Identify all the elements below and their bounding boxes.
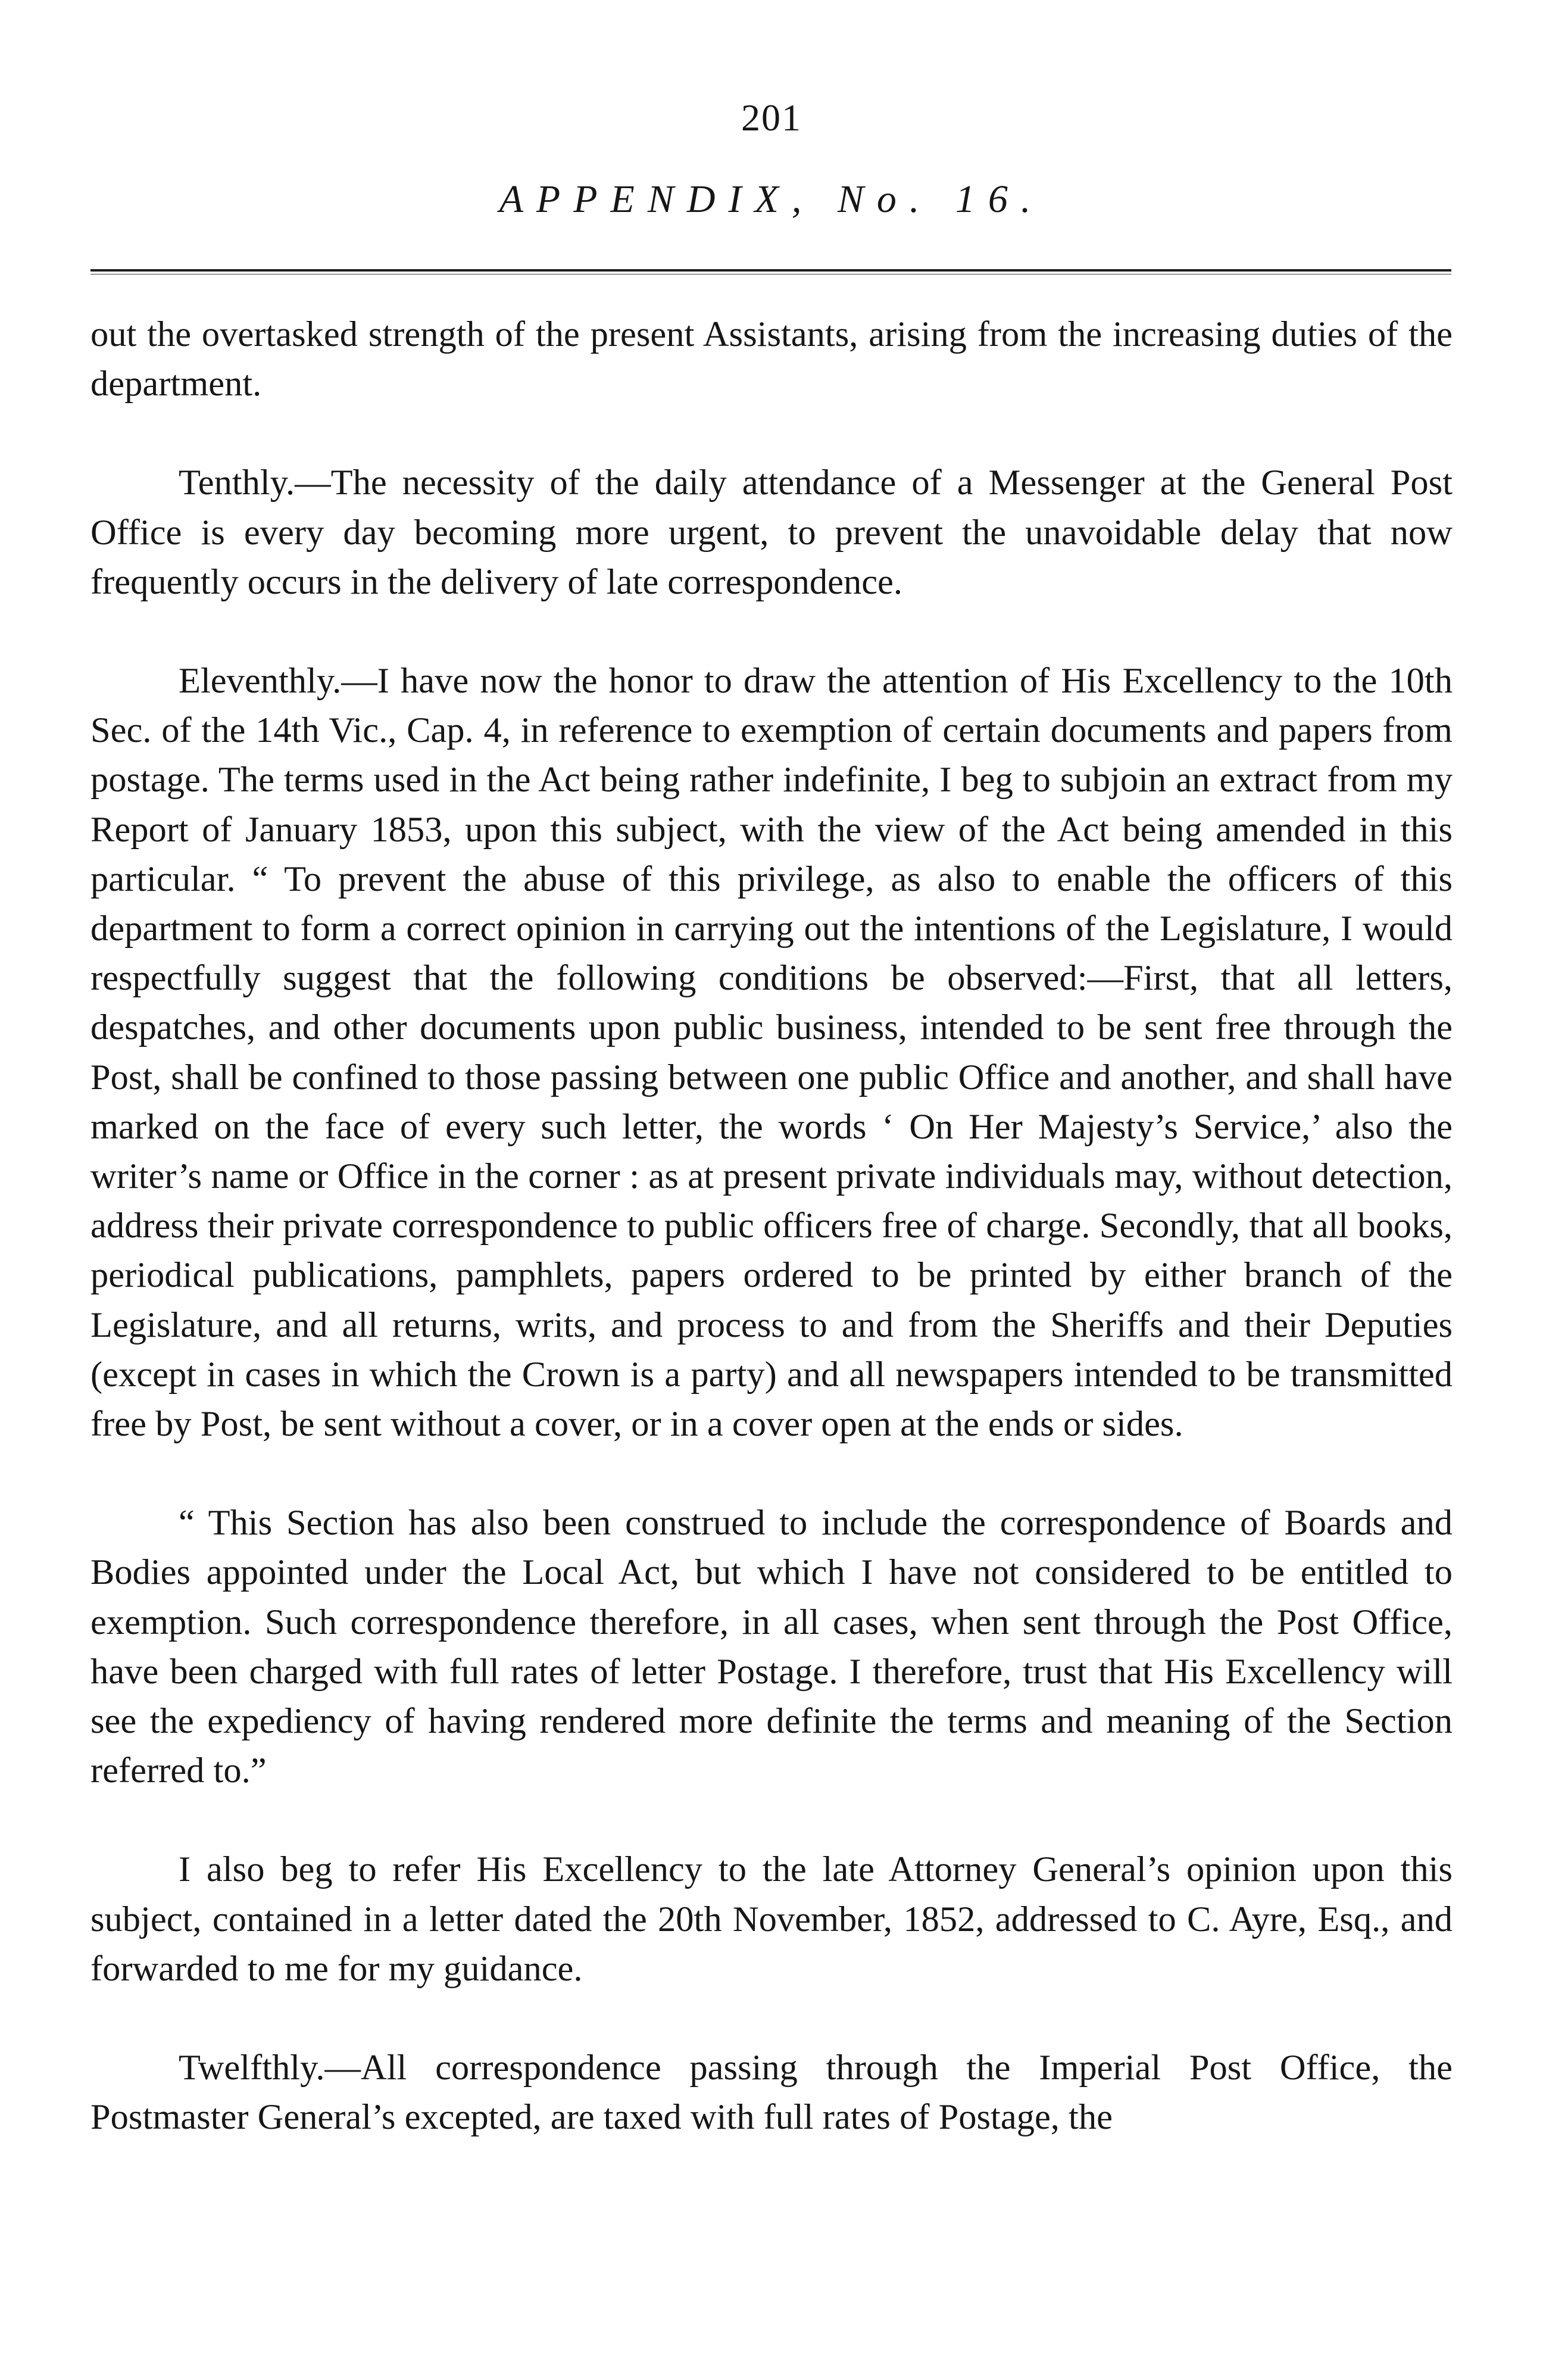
- paragraph-tenthly: Tenthly.—The necessity of the daily attendance of a Messenger at the General Post Office is every day becoming more urgent, to prevent the unavoidable delay that now frequently occurs in the delivery of late correspondence.: [90, 463, 1453, 602]
- paragraph-attorney-general: I also beg to refer His Excellency to the late Attorney General’s opinion upon this subject, contained in a letter dated the 20th November, 1852, addressed to C. Ayre, Esq., and forwarded to me for my guidance.: [90, 1849, 1453, 1989]
- header-rule: [90, 269, 1451, 275]
- paragraph-twelfthly: Twelfthly.—All correspondence passing through the Imperial Post Office, the Postmaster General’s excepted, are taxed with full rates of Postage, the: [90, 2048, 1453, 2138]
- paragraph-quoted-section: “ This Section has also been construed to include the correspondence of Boards and Bodies appointed under the Local Act, but which I have not considered to be entitled to exemption. Such correspondence therefore, in all cases, when sent through the Post Office, have been charged with full rates of letter Postage. I therefore, trust that His Excellency will see the expediency of having rendered more definite the terms and meaning of the Section referred to.”: [90, 1503, 1453, 1791]
- page-number: 201: [741, 96, 802, 139]
- running-head: APPENDIX, No. 16.: [499, 177, 1044, 221]
- paragraph-continuation: out the overtasked strength of the present Assistants, arising from the increasing duties of the department.: [90, 314, 1453, 404]
- paragraph-eleventhly: Eleventhly.—I have now the honor to draw the attention of His Excellency to the 10th Sec. of the 14th Vic., Cap. 4, in reference to exemption of certain documents and papers from postage. The terms used in the Act being rather indefinite, I beg to subjoin an extract from my Report of January 1853, upon this subject, with the view of the Act being amended in this particular. “ To prevent the abuse of this privilege, as also to enable the officers of this department to form a correct opinion in carrying out the intentions of the Legislature, I would respectfully suggest that the following conditions be observed:—First, that all letters, despatches, and other documents upon public business, intended to be sent free through the Post, shall be confined to those passing between one public Office and another, and shall have marked on the face of every such letter, the words ‘ On Her Majesty’s Service,’ also the writer’s name or Office in the corner : as at present private individuals may, without detection, address their private correspondence to public officers free of charge. Secondly, that all books, periodical publications, pamphlets, papers ordered to be printed by either branch of the Legislature, and all returns, writs, and process to and from the Sheriffs and their Deputies (except in cases in which the Crown is a party) and all newspapers intended to be transmitted free by Post, be sent without a cover, or in a cover open at the ends or sides.: [90, 661, 1453, 1445]
- body-text: [90, 310, 1453, 2142]
